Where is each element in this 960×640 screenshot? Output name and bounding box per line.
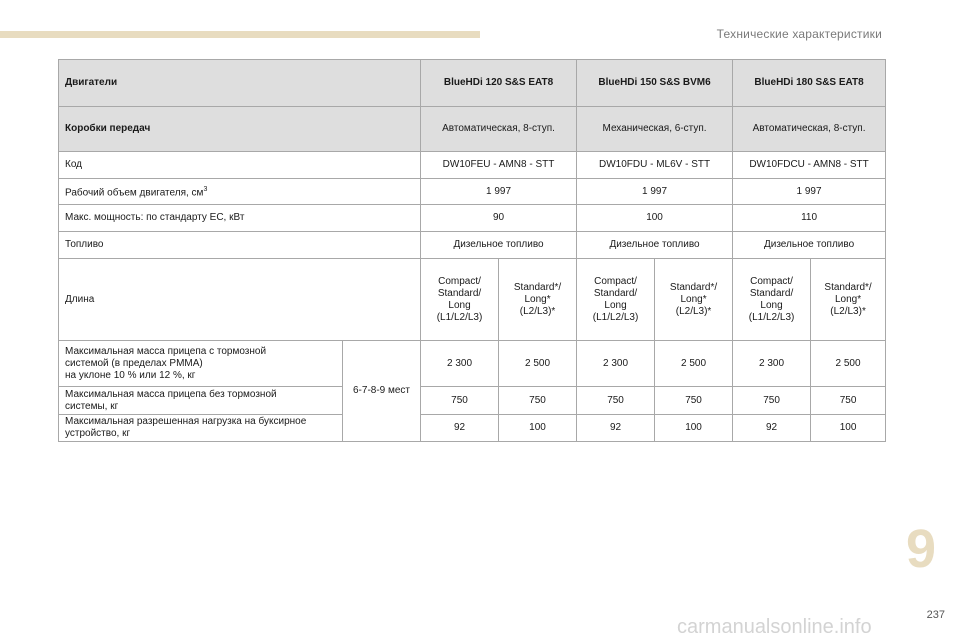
braked-trailer-label: Максимальная масса прицепа с тормозной системой (в пределах PMMA) на уклоне 10 % или 12 %, кг bbox=[59, 341, 343, 387]
gearbox-label: Коробки передач bbox=[59, 107, 421, 152]
fuel-cell: Дизельное топливо bbox=[577, 232, 733, 259]
braked-trailer-cell: 2 500 bbox=[811, 341, 886, 387]
power-cell: 90 bbox=[421, 205, 577, 232]
towbar-load-row bbox=[59, 415, 886, 442]
towbar-load-cell: 92 bbox=[421, 415, 499, 442]
braked-trailer-cell: 2 300 bbox=[577, 341, 655, 387]
engine-header: BlueHDi 180 S&S EAT8 bbox=[733, 60, 886, 107]
top-accent-bar bbox=[0, 31, 480, 38]
displacement-label: Рабочий объем двигателя, $см^3$ bbox=[59, 179, 421, 205]
code-cell: DW10FDCU - AMN8 - STT bbox=[733, 152, 886, 179]
power-label: Макс. мощность: по стандарту ЕС, кВт bbox=[59, 205, 421, 232]
gearbox-cell: Механическая, 6-ступ. bbox=[577, 107, 733, 152]
power-row bbox=[59, 205, 886, 232]
unbraked-trailer-cell: 750 bbox=[733, 387, 811, 415]
towbar-load-cell: 100 bbox=[811, 415, 886, 442]
length-label: Длина bbox=[59, 259, 421, 341]
power-cell: 100 bbox=[577, 205, 733, 232]
length-row bbox=[59, 259, 886, 341]
length-variant-cell: Standard*/ Long* (L2/L3)* bbox=[811, 259, 886, 341]
displacement-cell: 1 997 bbox=[733, 179, 886, 205]
displacement-cell: 1 997 bbox=[577, 179, 733, 205]
towbar-load-cell: 100 bbox=[499, 415, 577, 442]
displacement-row bbox=[59, 179, 886, 205]
fuel-row bbox=[59, 232, 886, 259]
length-variant-cell: Compact/ Standard/ Long (L1/L2/L3) bbox=[577, 259, 655, 341]
engine-header: BlueHDi 150 S&S BVM6 bbox=[577, 60, 733, 107]
unbraked-trailer-cell: 750 bbox=[811, 387, 886, 415]
fuel-cell: Дизельное топливо bbox=[421, 232, 577, 259]
gearbox-cell: Автоматическая, 8-ступ. bbox=[733, 107, 886, 152]
braked-trailer-cell: 2 300 bbox=[421, 341, 499, 387]
towbar-load-cell: 92 bbox=[733, 415, 811, 442]
chapter-number: 9 bbox=[905, 519, 937, 579]
unbraked-trailer-cell: 750 bbox=[421, 387, 499, 415]
power-cell: 110 bbox=[733, 205, 886, 232]
fuel-label: Топливо bbox=[59, 232, 421, 259]
unbraked-trailer-label: Максимальная масса прицепа без тормозной системы, кг bbox=[59, 387, 343, 415]
code-row bbox=[59, 152, 886, 179]
unbraked-trailer-cell: 750 bbox=[655, 387, 733, 415]
displacement-unit-superscript: 3 bbox=[203, 185, 208, 193]
engine-header: BlueHDi 120 S&S EAT8 bbox=[421, 60, 577, 107]
code-cell: DW10FDU - ML6V - STT bbox=[577, 152, 733, 179]
engines-row bbox=[59, 60, 886, 107]
section-title: Технические характеристики bbox=[716, 27, 882, 41]
towbar-load-label: Максимальная разрешенная нагрузка на буксирное устройство, кг bbox=[59, 415, 343, 442]
braked-trailer-row bbox=[59, 341, 886, 387]
towbar-load-cell: 92 bbox=[577, 415, 655, 442]
gearbox-row bbox=[59, 107, 886, 152]
length-variant-cell: Compact/ Standard/ Long (L1/L2/L3) bbox=[733, 259, 811, 341]
page-number: 237 bbox=[926, 609, 945, 621]
fuel-cell: Дизельное топливо bbox=[733, 232, 886, 259]
length-variant-cell: Compact/ Standard/ Long (L1/L2/L3) bbox=[421, 259, 499, 341]
length-variant-cell: Standard*/ Long* (L2/L3)* bbox=[499, 259, 577, 341]
unbraked-trailer-cell: 750 bbox=[499, 387, 577, 415]
length-variant-cell: Standard*/ Long* (L2/L3)* bbox=[655, 259, 733, 341]
engines-label: Двигатели bbox=[59, 60, 421, 107]
braked-trailer-cell: 2 500 bbox=[499, 341, 577, 387]
braked-trailer-cell: 2 500 bbox=[655, 341, 733, 387]
unbraked-trailer-cell: 750 bbox=[577, 387, 655, 415]
code-cell: DW10FEU - AMN8 - STT bbox=[421, 152, 577, 179]
unbraked-trailer-row bbox=[59, 387, 886, 415]
code-label: Код bbox=[59, 152, 421, 179]
gearbox-cell: Автоматическая, 8-ступ. bbox=[421, 107, 577, 152]
towbar-load-cell: 100 bbox=[655, 415, 733, 442]
specifications-table bbox=[58, 59, 886, 442]
braked-trailer-cell: 2 300 bbox=[733, 341, 811, 387]
watermark: carmanualsonline.info bbox=[677, 616, 872, 638]
seats-cell: 6-7-8-9 мест bbox=[343, 341, 421, 442]
displacement-cell: 1 997 bbox=[421, 179, 577, 205]
